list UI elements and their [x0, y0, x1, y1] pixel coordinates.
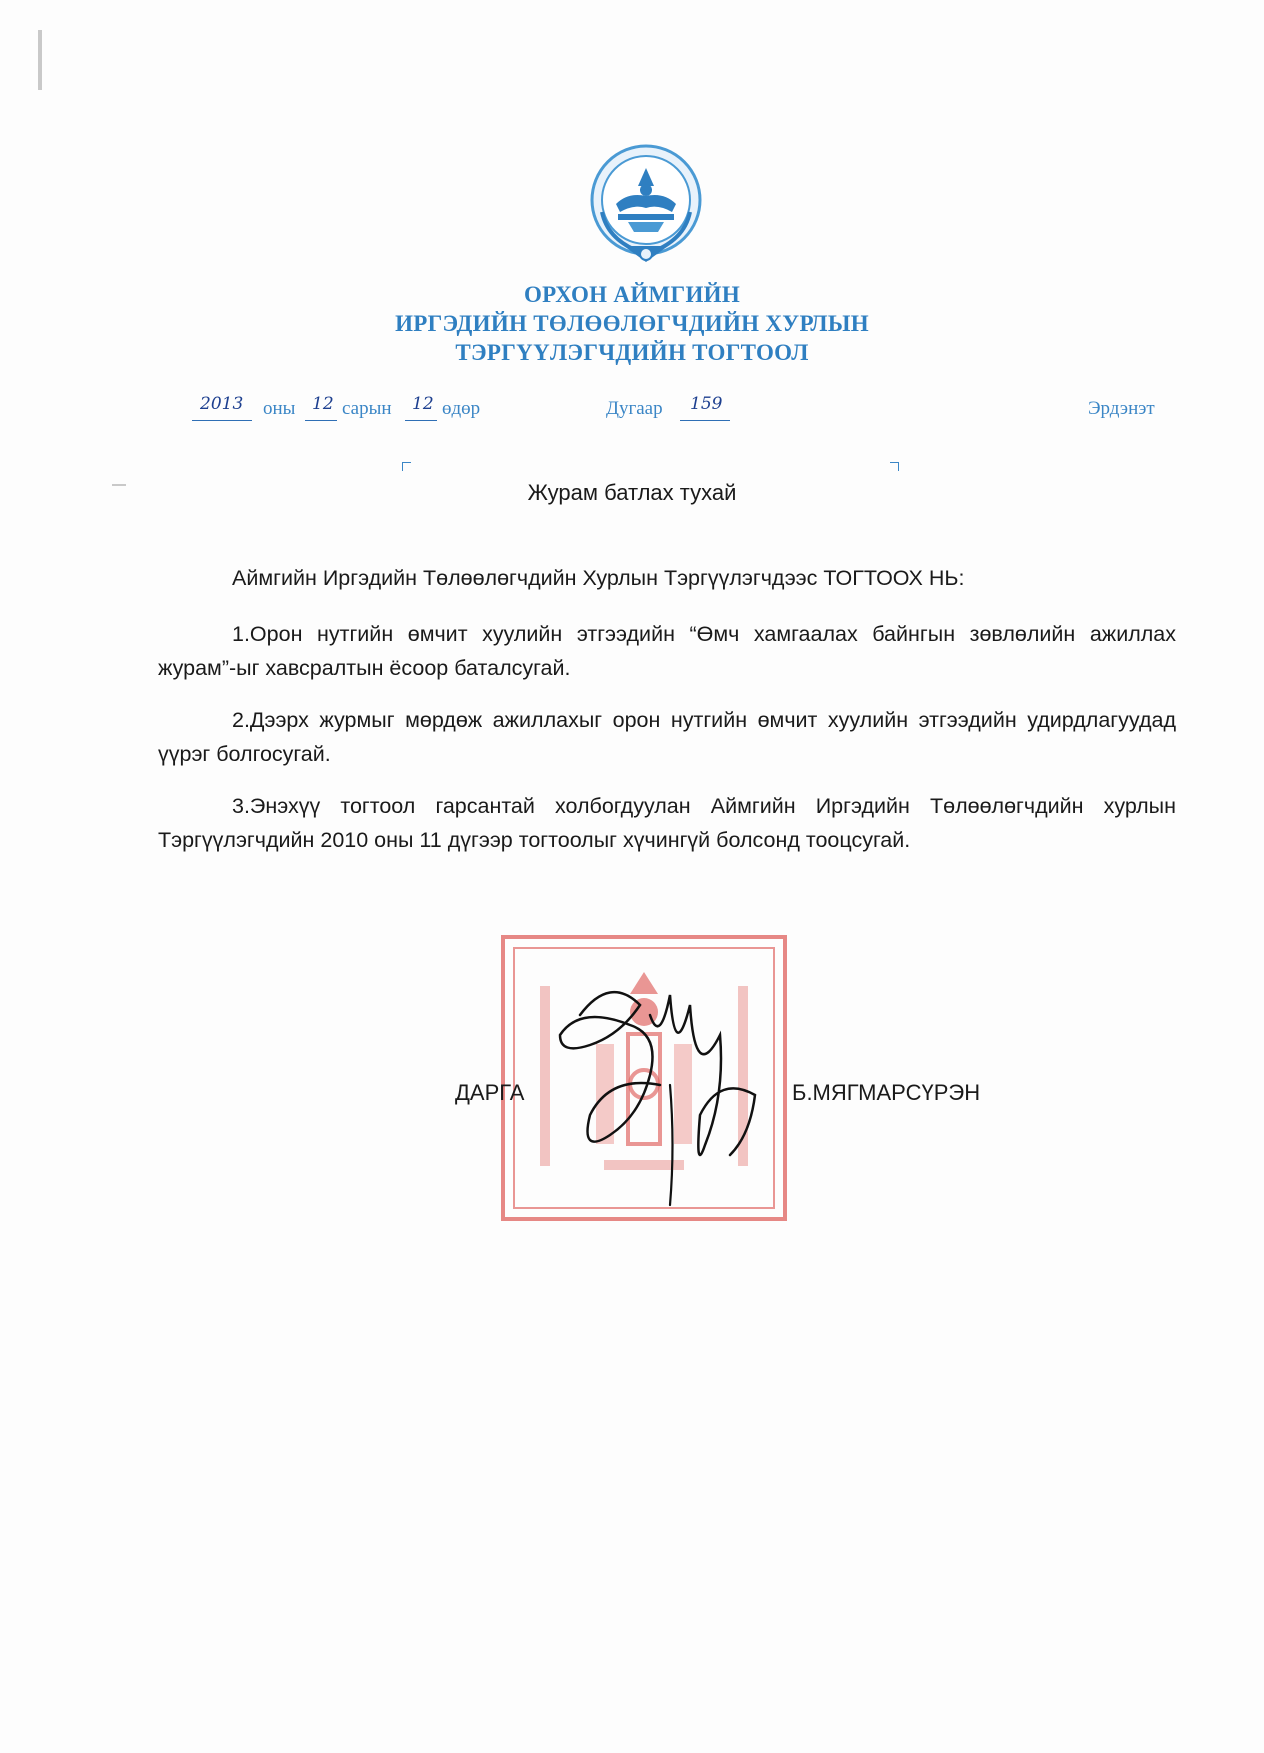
- year-suffix: оны: [263, 398, 296, 419]
- day-underline: [405, 420, 437, 421]
- header-line-2: ИРГЭДИЙН ТӨЛӨӨЛӨГЧДИЙН ХУРЛЫН: [395, 311, 869, 336]
- document-subject: Журам батлах тухай: [527, 480, 737, 505]
- subject-bracket-left: [402, 462, 411, 471]
- scan-mark: [38, 30, 42, 90]
- month-underline: [305, 420, 337, 421]
- resolution-item-1: 1.Орон нутгийн өмчит хуулийн этгээдийн “Өмч хамгаалах байнгын зөвлөлийн ажиллах журам”-ыг хавсралтын ёсоор баталсугай.: [158, 622, 1176, 680]
- scan-mark: [112, 484, 126, 486]
- resolution-item-3: 3.Энэхүү тогтоол гарсантай холбогдуулан Аймгийн Иргэдийн Төлөөлөгчдийн хурлын Тэргүүлэгчдийн 2010 оны 11 дүгээр тогтоолыг хүчингүй болсонд тооцсугай.: [158, 794, 1176, 852]
- year-underline: [192, 420, 252, 421]
- signatory-title: ДАРГА: [455, 1080, 525, 1105]
- document-header: [0, 280, 1264, 367]
- day-suffix: өдөр: [442, 398, 481, 419]
- handwritten-signature-icon: [520, 975, 780, 1215]
- header-line-3: ТЭРГҮҮЛЭГЧДИЙН ТОГТООЛ: [455, 340, 809, 365]
- number-label: Дугаар: [606, 398, 663, 419]
- resolution-item-2: 2.Дээрх журмыг мөрдөж ажиллахыг орон нутгийн өмчит хуулийн этгээдийн удирдлагуудад үүрэг болгосугай.: [158, 708, 1176, 766]
- subject-bracket-right: [890, 462, 899, 471]
- number-value: 159: [690, 394, 723, 414]
- day-value: 12: [412, 394, 434, 414]
- number-underline: [680, 420, 730, 421]
- signatory-name: Б.МЯГМАРСҮРЭН: [792, 1080, 981, 1105]
- month-value: 12: [312, 394, 334, 414]
- header-line-1: ОРХОН АЙМГИЙН: [523, 282, 741, 307]
- month-suffix: сарын: [342, 398, 392, 419]
- place-name: Эрдэнэт: [1088, 398, 1155, 419]
- intro-paragraph: Аймгийн Иргэдийн Төлөөлөгчдийн Хурлын Тэргүүлэгчдээс ТОГТООХ НЬ:: [232, 566, 965, 590]
- date-number-line: [0, 394, 1264, 428]
- year-value: 2013: [200, 394, 244, 414]
- state-emblem-icon: [588, 142, 705, 270]
